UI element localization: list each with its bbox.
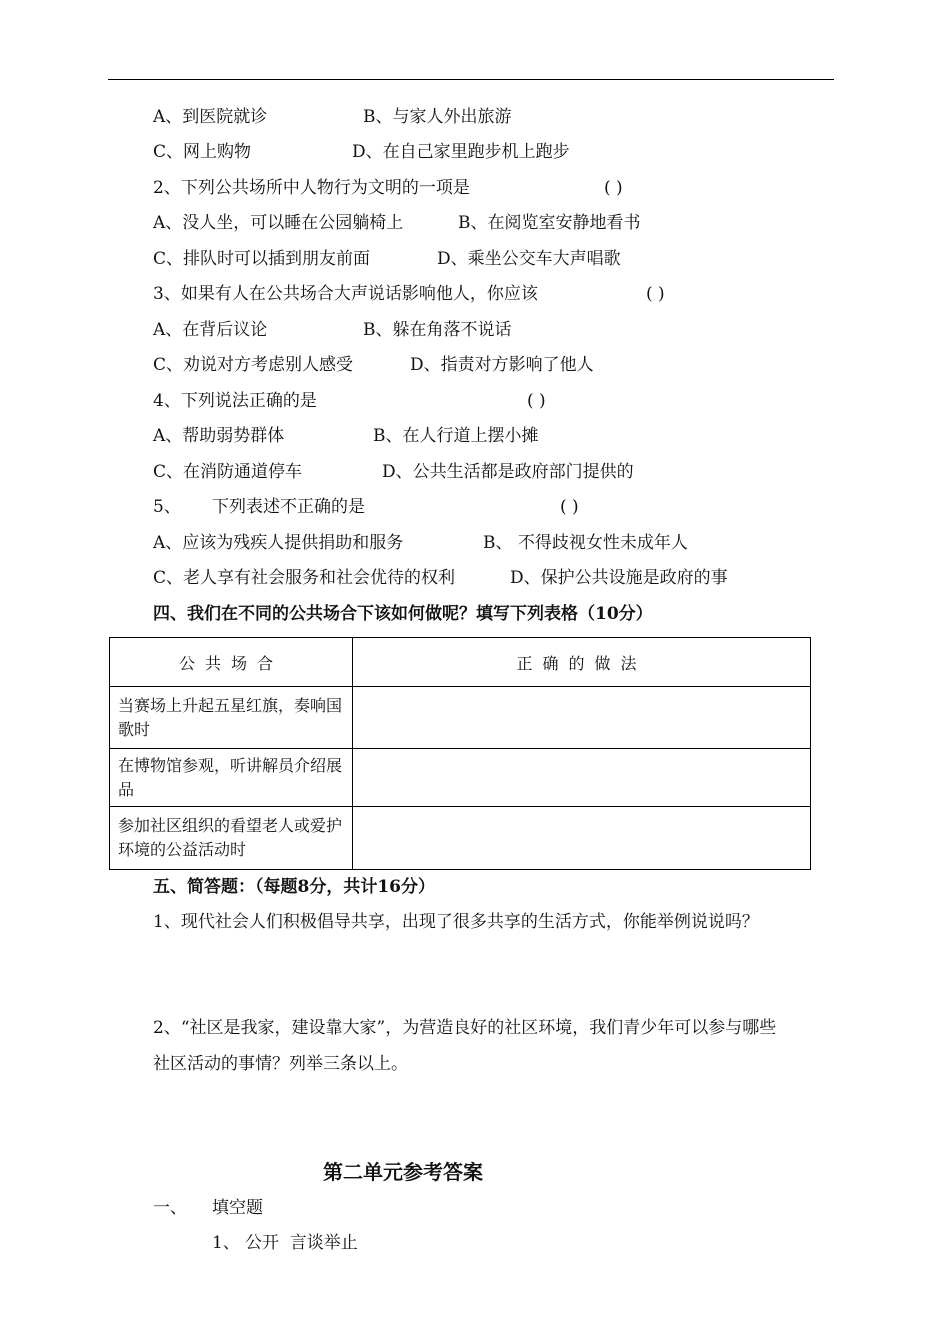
table-row xyxy=(110,807,811,870)
q2-option-a: A、没人坐，可以睡在公园躺椅上 xyxy=(153,213,404,233)
q1-option-a: A、到医院就诊 xyxy=(153,107,268,127)
q2-stem: 2、下列公共场所中人物行为文明的一项是 xyxy=(153,178,470,198)
q5-option-c: C、老人享有社会服务和社会优待的权利 xyxy=(153,568,456,588)
table-row xyxy=(110,687,811,749)
place-cell: 在博物馆参观，听讲解员介绍展品 xyxy=(110,749,353,807)
q2-option-d: D、乘坐公交车大声唱歌 xyxy=(437,249,621,269)
section5-question-2-line2: 社区活动的事情？列举三条以上。 xyxy=(153,1054,408,1074)
q3-option-c: C、劝说对方考虑别人感受 xyxy=(153,355,354,375)
q5-stem: 下列表述不正确的是 xyxy=(212,497,365,517)
header-rule xyxy=(108,79,834,80)
q5-number: 5、 xyxy=(153,497,181,517)
place-cell: 当赛场上升起五星红旗，奏响国歌时 xyxy=(110,687,353,749)
method-answer-cell[interactable] xyxy=(353,807,811,870)
q5-option-b: B、 不得歧视女性未成年人 xyxy=(483,533,688,553)
q2-answer-bracket: ( ) xyxy=(604,178,623,198)
q1-option-b: B、与家人外出旅游 xyxy=(363,107,512,127)
answers-part1-label: 填空题 xyxy=(212,1198,263,1218)
public-places-table xyxy=(109,637,811,870)
q4-option-d: D、公共生活都是政府部门提供的 xyxy=(382,462,634,482)
q2-option-c: C、排队时可以插到朋友前面 xyxy=(153,249,371,269)
column-header-method: 正确的做法 xyxy=(353,638,811,687)
answers-item1-text: 公开 言谈举止 xyxy=(245,1233,358,1253)
q1-option-c: C、网上购物 xyxy=(153,142,252,162)
answers-part1-number: 一、 xyxy=(153,1198,187,1218)
q3-option-b: B、躲在角落不说话 xyxy=(363,320,512,340)
section5-heading: 五、简答题：（每题8分，共计16分） xyxy=(153,877,435,897)
q5-option-a: A、应该为残疾人提供捐助和服务 xyxy=(153,533,404,553)
q3-answer-bracket: ( ) xyxy=(646,284,665,304)
q5-answer-bracket: ( ) xyxy=(560,497,579,517)
q3-stem: 3、如果有人在公共场合大声说话影响他人，你应该 xyxy=(153,284,538,304)
table-header-row xyxy=(110,638,811,687)
answers-title: 第二单元参考答案 xyxy=(323,1160,483,1184)
q5-option-d: D、保护公共设施是政府的事 xyxy=(510,568,728,588)
q4-option-a: A、帮助弱势群体 xyxy=(153,426,285,446)
q2-option-b: B、在阅览室安静地看书 xyxy=(458,213,641,233)
section5-question-1: 1、现代社会人们积极倡导共享，出现了很多共享的生活方式，你能举例说说吗？ xyxy=(153,912,759,932)
method-answer-cell[interactable] xyxy=(353,749,811,807)
section4-heading: 四、我们在不同的公共场合下该如何做呢？填写下列表格（10分） xyxy=(153,604,653,624)
q4-answer-bracket: ( ) xyxy=(527,391,546,411)
method-answer-cell[interactable] xyxy=(353,687,811,749)
column-header-place: 公共场合 xyxy=(110,638,353,687)
place-cell: 参加社区组织的看望老人或爱护环境的公益活动时 xyxy=(110,807,353,870)
q4-option-c: C、在消防通道停车 xyxy=(153,462,303,482)
q1-option-d: D、在自己家里跑步机上跑步 xyxy=(352,142,570,162)
table-row xyxy=(110,749,811,807)
q4-stem: 4、下列说法正确的是 xyxy=(153,391,317,411)
q3-option-a: A、在背后议论 xyxy=(153,320,268,340)
q3-option-d: D、指责对方影响了他人 xyxy=(410,355,594,375)
answers-item1-number: 1、 xyxy=(212,1233,240,1253)
q4-option-b: B、在人行道上摆小摊 xyxy=(373,426,539,446)
section5-question-2-line1: 2、“社区是我家，建设靠大家”，为营造良好的社区环境，我们青少年可以参与哪些 xyxy=(153,1018,777,1038)
